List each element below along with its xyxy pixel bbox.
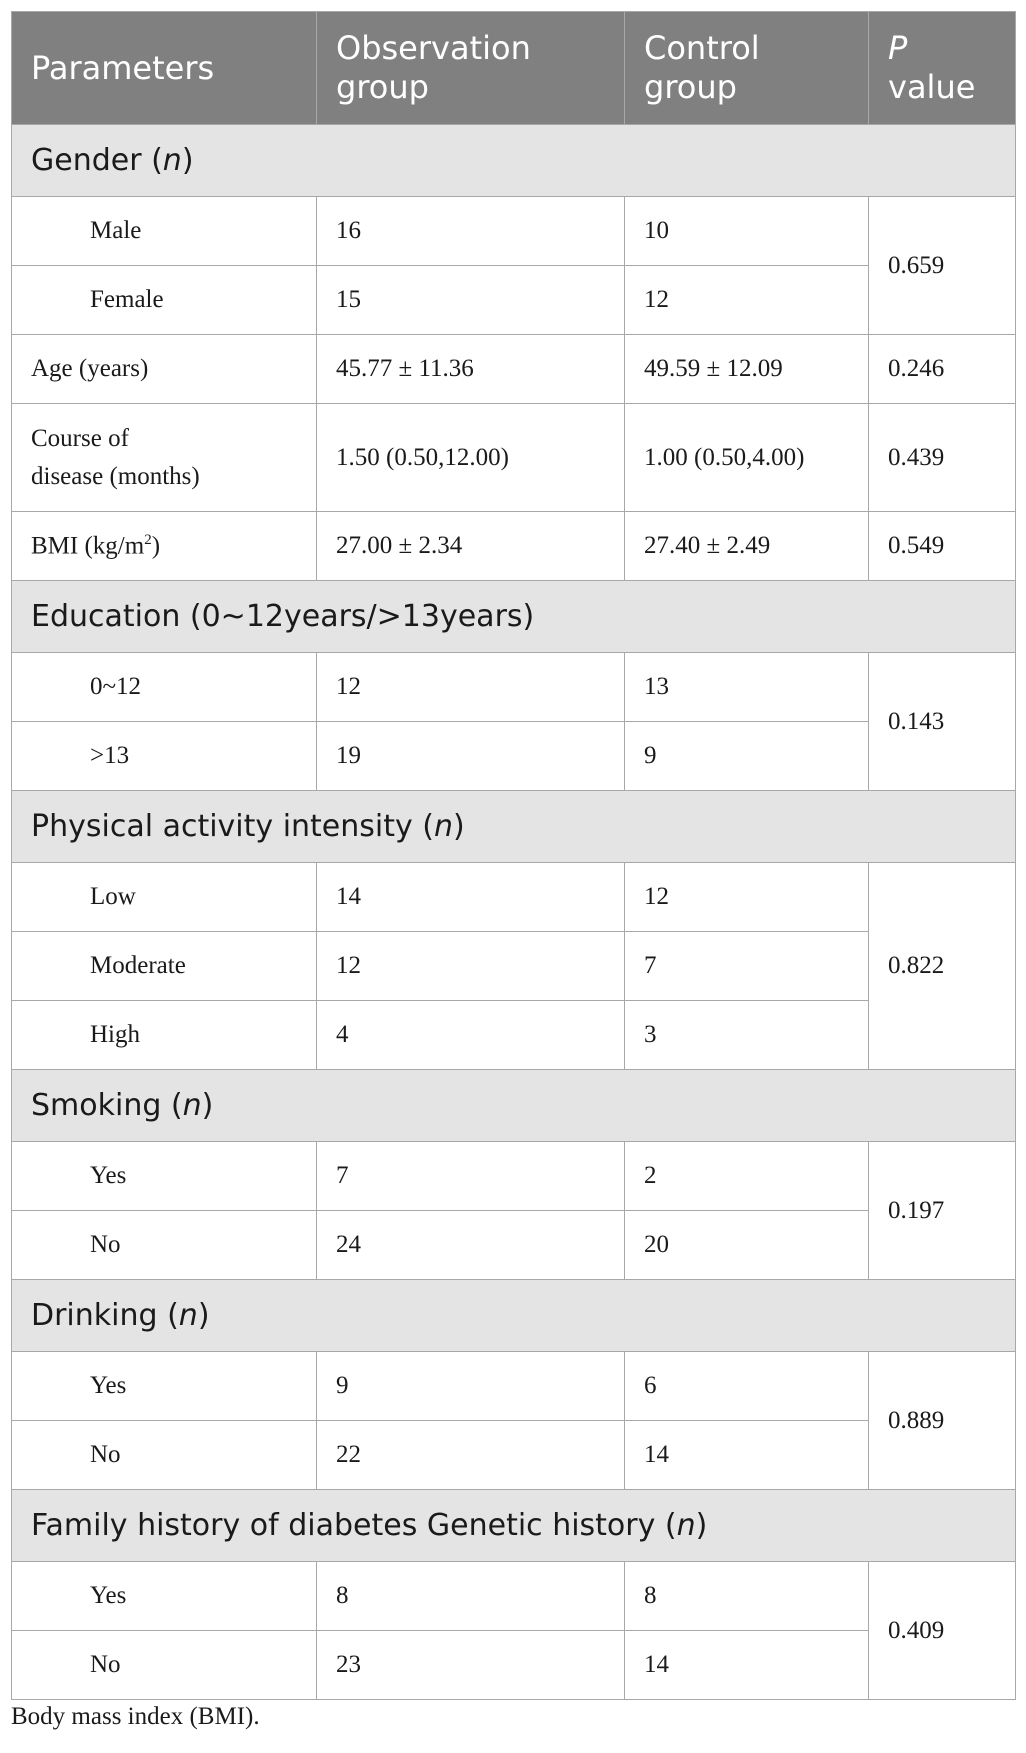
table-row — [12, 1631, 1016, 1700]
observation-value: 9 — [317, 1352, 625, 1421]
control-value: 13 — [625, 653, 869, 722]
p-value: 0.143 — [869, 653, 1016, 791]
observation-value: 7 — [317, 1142, 625, 1211]
observation-value: 24 — [317, 1211, 625, 1280]
row-label: Moderate — [12, 932, 317, 1001]
p-value: 0.659 — [869, 197, 1016, 335]
demographics-table — [11, 11, 1016, 1700]
control-value: 12 — [625, 863, 869, 932]
control-value: 3 — [625, 1001, 869, 1070]
observation-value: 4 — [317, 1001, 625, 1070]
observation-value: 16 — [317, 197, 625, 266]
control-value: 20 — [625, 1211, 869, 1280]
observation-value: 45.77 ± 11.36 — [317, 335, 625, 404]
section-family-history — [12, 1490, 1016, 1562]
table-row — [12, 266, 1016, 335]
table-row — [12, 653, 1016, 722]
observation-value: 12 — [317, 653, 625, 722]
control-value: 8 — [625, 1562, 869, 1631]
table-row — [12, 197, 1016, 266]
section-title: Drinking (n) — [12, 1280, 1016, 1352]
row-label: No — [12, 1421, 317, 1490]
p-value: 0.197 — [869, 1142, 1016, 1280]
control-value: 10 — [625, 197, 869, 266]
section-gender — [12, 125, 1016, 197]
table-row — [12, 1352, 1016, 1421]
section-title: Gender (n) — [12, 125, 1016, 197]
table-row — [12, 1211, 1016, 1280]
row-label: BMI $(kg/m^2)$ — [12, 512, 317, 581]
table-row — [12, 1142, 1016, 1211]
observation-value: 12 — [317, 932, 625, 1001]
table-row — [12, 1001, 1016, 1070]
observation-value: 22 — [317, 1421, 625, 1490]
table-row — [12, 863, 1016, 932]
row-label: Low — [12, 863, 317, 932]
row-label: Female — [12, 266, 317, 335]
observation-value: 27.00 ± 2.34 — [317, 512, 625, 581]
observation-value: 19 — [317, 722, 625, 791]
control-value: 27.40 ± 2.49 — [625, 512, 869, 581]
row-label: >13 — [12, 722, 317, 791]
observation-value: 1.50 (0.50,12.00) — [317, 404, 625, 512]
table-row — [12, 404, 1016, 512]
observation-value: 15 — [317, 266, 625, 335]
table-row — [12, 335, 1016, 404]
p-value: 0.246 — [869, 335, 1016, 404]
header-parameters: Parameters — [12, 12, 317, 125]
row-label: No — [12, 1211, 317, 1280]
row-label: Yes — [12, 1562, 317, 1631]
control-value: 1.00 (0.50,4.00) — [625, 404, 869, 512]
p-value: 0.822 — [869, 863, 1016, 1070]
control-value: 6 — [625, 1352, 869, 1421]
observation-value: 14 — [317, 863, 625, 932]
section-smoking — [12, 1070, 1016, 1142]
section-title: Physical activity intensity (n) — [12, 791, 1016, 863]
header-p-value: P value — [869, 12, 1016, 125]
table-row — [12, 1562, 1016, 1631]
row-label: Yes — [12, 1352, 317, 1421]
control-value: 7 — [625, 932, 869, 1001]
section-title: Education (0~12years/>13years) — [12, 581, 1016, 653]
section-education — [12, 581, 1016, 653]
control-value: 2 — [625, 1142, 869, 1211]
control-value: 12 — [625, 266, 869, 335]
section-drinking — [12, 1280, 1016, 1352]
row-label: No — [12, 1631, 317, 1700]
p-value: 0.889 — [869, 1352, 1016, 1490]
control-value: 14 — [625, 1421, 869, 1490]
control-value: 49.59 ± 12.09 — [625, 335, 869, 404]
p-value: 0.439 — [869, 404, 1016, 512]
table-row — [12, 932, 1016, 1001]
control-value: 14 — [625, 1631, 869, 1700]
header-control-group: Control group — [625, 12, 869, 125]
section-title: Smoking (n) — [12, 1070, 1016, 1142]
row-label: 0~12 — [12, 653, 317, 722]
observation-value: 8 — [317, 1562, 625, 1631]
observation-value: 23 — [317, 1631, 625, 1700]
table-row — [12, 512, 1016, 581]
section-physical-activity — [12, 791, 1016, 863]
header-row — [12, 12, 1016, 125]
row-label: Age (years) — [12, 335, 317, 404]
table-row — [12, 1421, 1016, 1490]
header-observation-group: Observation group — [317, 12, 625, 125]
table-row — [12, 722, 1016, 791]
p-value: 0.549 — [869, 512, 1016, 581]
control-value: 9 — [625, 722, 869, 791]
row-label: Yes — [12, 1142, 317, 1211]
row-label: High — [12, 1001, 317, 1070]
table-footnote: Body mass index (BMI). — [11, 1703, 260, 1730]
row-label: Course of disease (months) — [12, 404, 317, 512]
p-value: 0.409 — [869, 1562, 1016, 1700]
section-title: Family history of diabetes Genetic history (n) — [12, 1490, 1016, 1562]
row-label: Male — [12, 197, 317, 266]
